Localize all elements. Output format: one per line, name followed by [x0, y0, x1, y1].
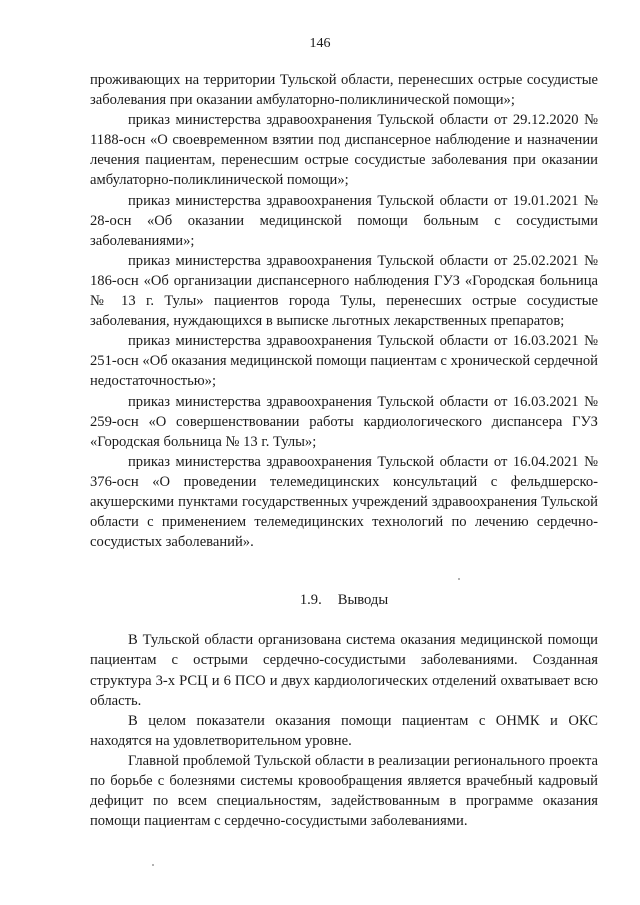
page-body — [90, 70, 598, 831]
paragraph-conclusion-3: Главной проблемой Тульской области в реализации регионального проекта по борьбе с болезнями системы кровообращения является врачебный кадровый дефицит по всем специальностям, задействованным в программе оказания помощи пациентам с сердечно-сосудистыми заболеваниями. — [90, 752, 598, 830]
paragraph-order-259: приказ министерства здравоохранения Тульской области от 16.03.2021 № 259-осн «О совершенствовании работы кардиологического диспансера ГУЗ «Городская больница № 13 г. Тулы»; — [90, 393, 598, 450]
section-title: Выводы — [337, 592, 389, 609]
paragraph-order-376: приказ министерства здравоохранения Тульской области от 16.04.2021 № 376-осн «О проведении телемедицинских консультаций с фельдшерско-акушерскими пунктами государственных учреждений здравоохранения Тульской области с применением телемедицинских технологий по лечению сердечно-сосудистых заболеваний». — [90, 453, 598, 551]
paragraph-order-28: приказ министерства здравоохранения Тульской области от 19.01.2021 № 28-осн «Об оказании медицинской помощи больным с сосудистыми заболеваниями»; — [90, 192, 598, 249]
page-number: 146 — [309, 36, 331, 51]
scan-speck — [152, 864, 154, 866]
paragraph-continuation: проживающих на территории Тульской области, перенесших острые сосудистые заболевания при оказании амбулаторно-поликлинической помощи»; — [90, 72, 598, 109]
conclusions-block — [90, 630, 598, 831]
paragraph-order-186: приказ министерства здравоохранения Тульской области от 25.02.2021 № 186-осн «Об организации диспансерного наблюдения ГУЗ «Городская больница № 13 г. Тулы» пациентов города Тулы, перенесших острые сосудистые заболевания, нуждающихся в выписке льготных лекарственных препаратов; — [90, 252, 598, 330]
scan-speck — [458, 578, 460, 580]
paragraph-order-251: приказ министерства здравоохранения Тульской области от 16.03.2021 № 251-осн «Об оказания медицинской помощи пациентам с хронической сердечной недостаточностью»; — [90, 333, 598, 390]
paragraph-order-1188: приказ министерства здравоохранения Тульской области от 29.12.2020 № 1188-осн «О своевременном взятии под диспансерное наблюдение и назначении лечения пациентам, перенесшим острые сосудистые заболевания при оказании амбулаторно-поликлинической помощи»; — [90, 112, 598, 189]
paragraph-conclusion-1: В Тульской области организована система оказания медицинской помощи пациентам с острыми сердечно-сосудистыми заболеваниями. Созданная структура 3-х РСЦ и 6 ПСО и двух кардиологических отделений охватывает всю область. — [90, 632, 598, 709]
section-heading — [90, 590, 598, 610]
paragraph-conclusion-2: В целом показатели оказания помощи пациентам с ОНМК и ОКС находятся на удовлетворительном уровне. — [90, 712, 598, 749]
section-number: 1.9. — [299, 592, 322, 609]
